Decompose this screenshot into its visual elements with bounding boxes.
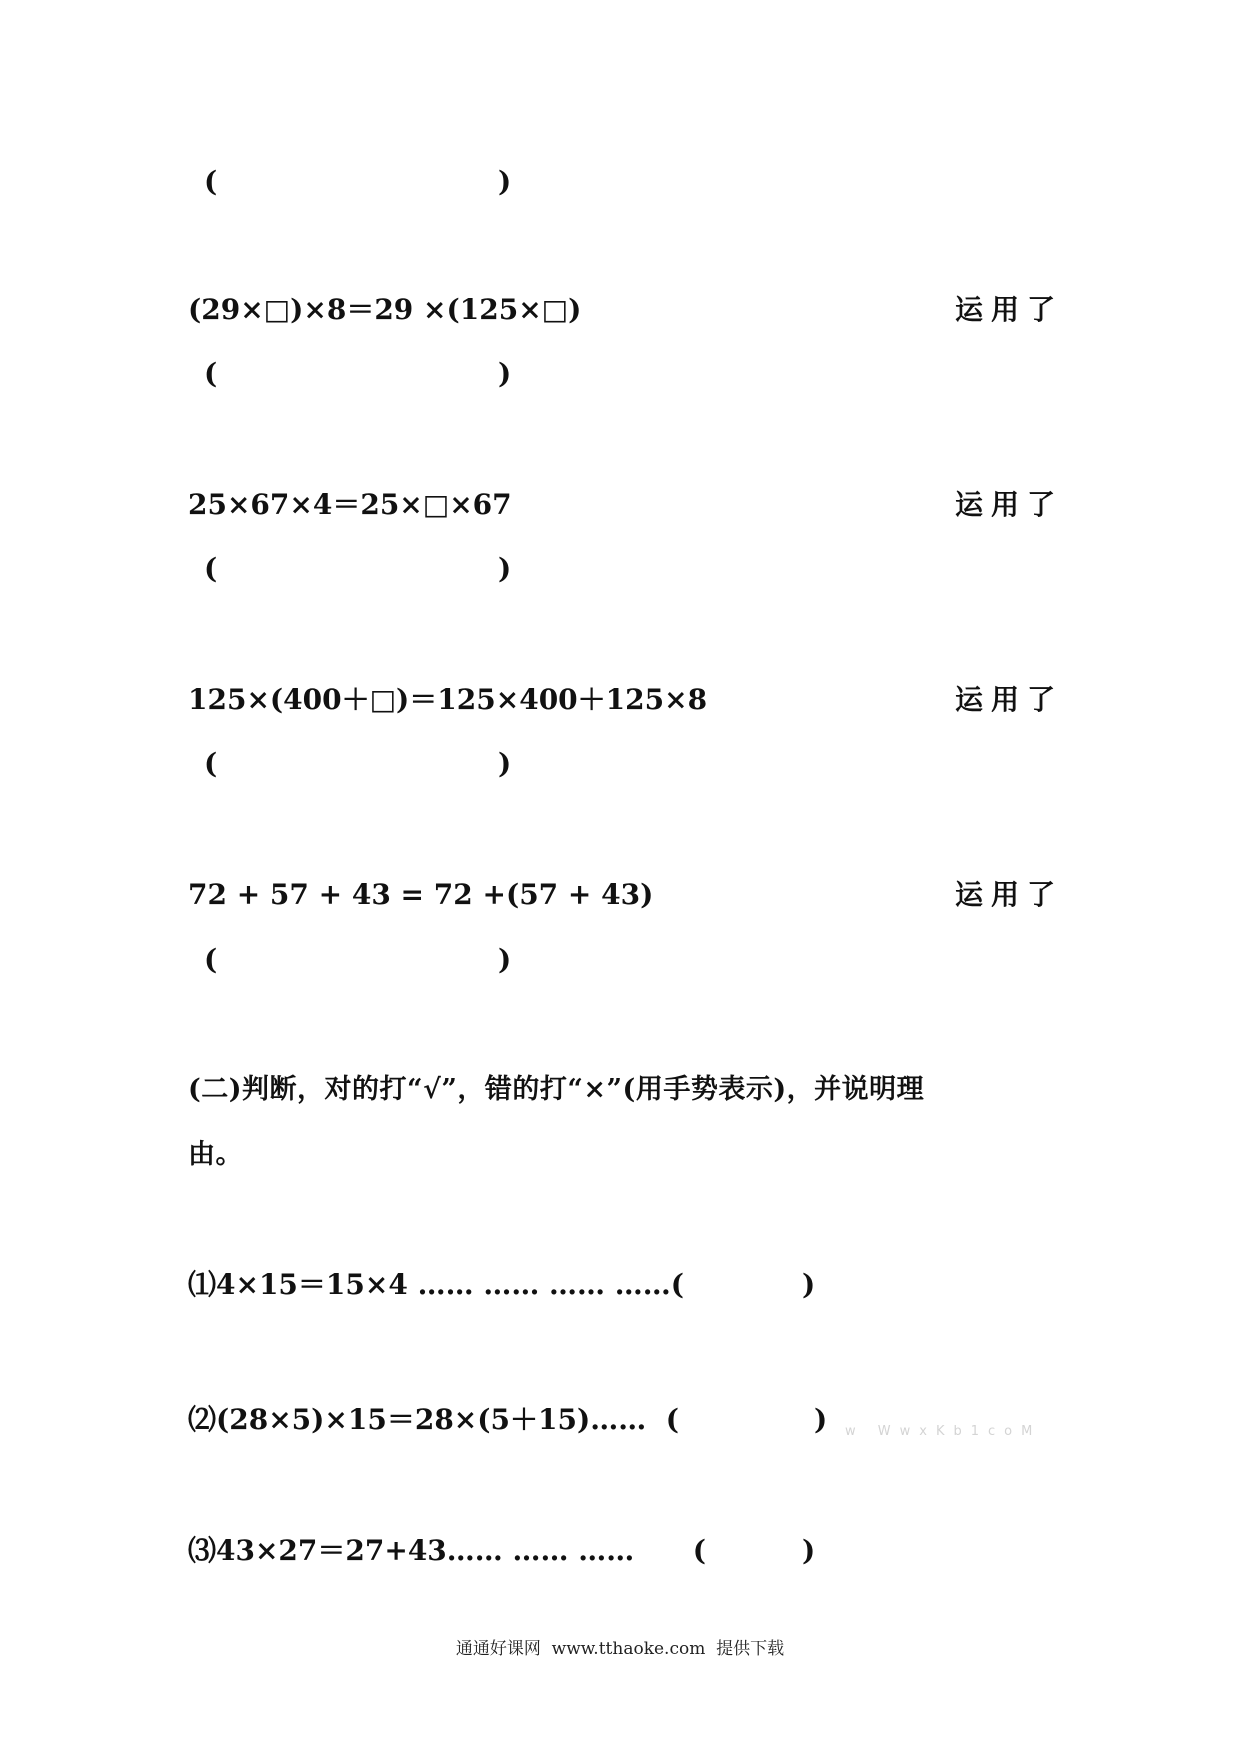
judge-item-2: ⑵(28×5)×15＝28×(5＋15)…… ( — [188, 1403, 679, 1436]
blank-close-paren-3: ) — [498, 747, 512, 780]
blank-open-paren-3: ( — [204, 747, 218, 780]
blank-close-paren-4: ) — [498, 943, 512, 976]
judge-item-2-close-paren: ) — [814, 1403, 828, 1436]
blank-close-paren-1: ) — [498, 357, 512, 390]
fill-item-2-expression: 25×67×4＝25×□×67 — [188, 488, 512, 521]
fill-item-2-label: 运用了 — [955, 488, 1064, 521]
fill-item-1-label: 运用了 — [955, 293, 1064, 326]
fill-item-3-expression: 125×(400＋□)＝125×400＋125×8 — [188, 683, 708, 716]
blank-open-paren-2: ( — [204, 552, 218, 585]
section2-heading-line1: (二)判断，对的打“√”，错的打“×”(用手势表示)，并说明理 — [188, 1074, 925, 1105]
blank-close-paren-0: ) — [498, 165, 512, 198]
fill-item-1-expression: (29×□)×8＝29 ×(125×□) — [188, 293, 582, 326]
blank-open-paren-4: ( — [204, 943, 218, 976]
blank-close-paren-2: ) — [498, 552, 512, 585]
footer-source: 通通好课网 www.tthaoke.com 提供下载 — [455, 1639, 785, 1659]
fill-item-4-expression: 72 + 57 + 43 = 72 +(57 + 43) — [188, 878, 654, 911]
judge-item-1-close-paren: ) — [802, 1268, 816, 1301]
fill-item-3-label: 运用了 — [955, 683, 1064, 716]
fill-item-4-label: 运用了 — [955, 878, 1064, 911]
judge-item-3-close-paren: ) — [802, 1534, 816, 1567]
judge-item-3: ⑶43×27＝27+43…… …… …… ( — [188, 1534, 707, 1567]
blank-open-paren-0: ( — [204, 165, 218, 198]
section2-heading-line2: 由。 — [188, 1139, 243, 1170]
judge-item-1: ⑴4×15＝15×4 …… …… …… ……( — [188, 1268, 685, 1301]
blank-open-paren-1: ( — [204, 357, 218, 390]
watermark: w WwxKb1coM — [845, 1424, 1042, 1439]
